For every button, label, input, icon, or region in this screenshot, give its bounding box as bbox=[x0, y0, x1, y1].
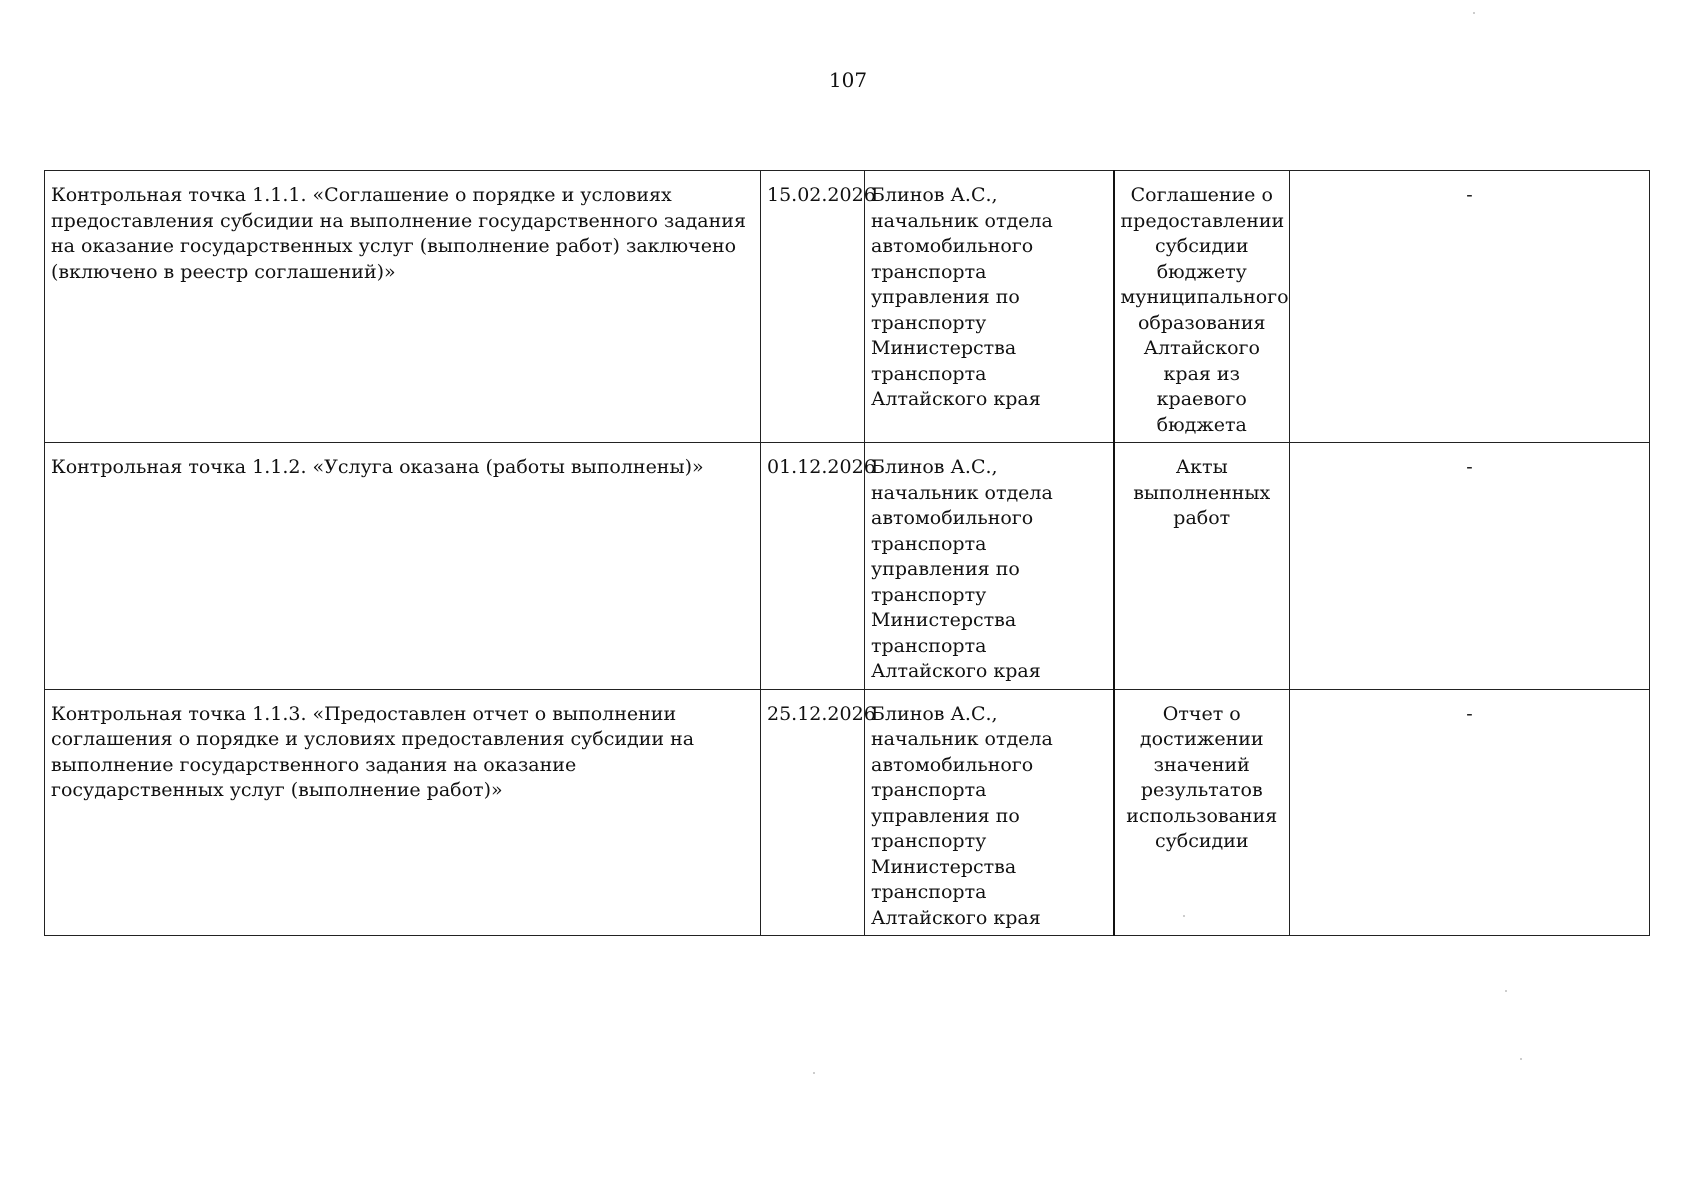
control-point-name-cell: Контрольная точка 1.1.2. «Услуга оказана (работы выполнены)» bbox=[45, 443, 761, 690]
scan-speck bbox=[1505, 990, 1507, 992]
control-point-date-cell: 01.12.2026 bbox=[761, 443, 865, 690]
responsible-person-cell: Блинов А.С., начальник отдела автомобильного транспорта управления по транспорту Министерства транспорта Алтайского края bbox=[865, 689, 1114, 936]
document-type-cell: Отчет о достижении значений результатов использования субсидии bbox=[1114, 689, 1290, 936]
responsible-person-cell: Блинов А.С., начальник отдела автомобильного транспорта управления по транспорту Министерства транспорта Алтайского края bbox=[865, 171, 1114, 443]
responsible-person-cell: Блинов А.С., начальник отдела автомобильного транспорта управления по транспорту Министерства транспорта Алтайского края bbox=[865, 443, 1114, 690]
control-point-date-cell: 15.02.2026 bbox=[761, 171, 865, 443]
document-type-cell: Акты выполненных работ bbox=[1114, 443, 1290, 690]
table-row bbox=[45, 689, 1650, 936]
scan-speck bbox=[1473, 12, 1475, 14]
control-points-table bbox=[44, 170, 1650, 936]
control-point-name-cell: Контрольная точка 1.1.3. «Предоставлен отчет о выполнении соглашения о порядке и условиях предоставления субсидии на выполнение государственного задания на оказание государственных услуг (выполнение работ)» bbox=[45, 689, 761, 936]
document-type-cell: Соглашение о предоставлении субсидии бюджету муниципального образования Алтайского края из краевого бюджета bbox=[1114, 171, 1290, 443]
control-point-name-cell: Контрольная точка 1.1.1. «Соглашение о порядке и условиях предоставления субсидии на выполнение государственного задания на оказание государственных услуг (выполнение работ) заключено (включено в реестр соглашений)» bbox=[45, 171, 761, 443]
scan-speck bbox=[1520, 1058, 1522, 1060]
table-row bbox=[45, 171, 1650, 443]
table-row bbox=[45, 443, 1650, 690]
control-point-date-cell: 25.12.2026 bbox=[761, 689, 865, 936]
page-number: 107 bbox=[828, 68, 868, 92]
scan-speck bbox=[1183, 915, 1185, 917]
note-cell: - bbox=[1290, 171, 1650, 443]
scan-speck bbox=[813, 1072, 815, 1074]
note-cell: - bbox=[1290, 443, 1650, 690]
note-cell: - bbox=[1290, 689, 1650, 936]
